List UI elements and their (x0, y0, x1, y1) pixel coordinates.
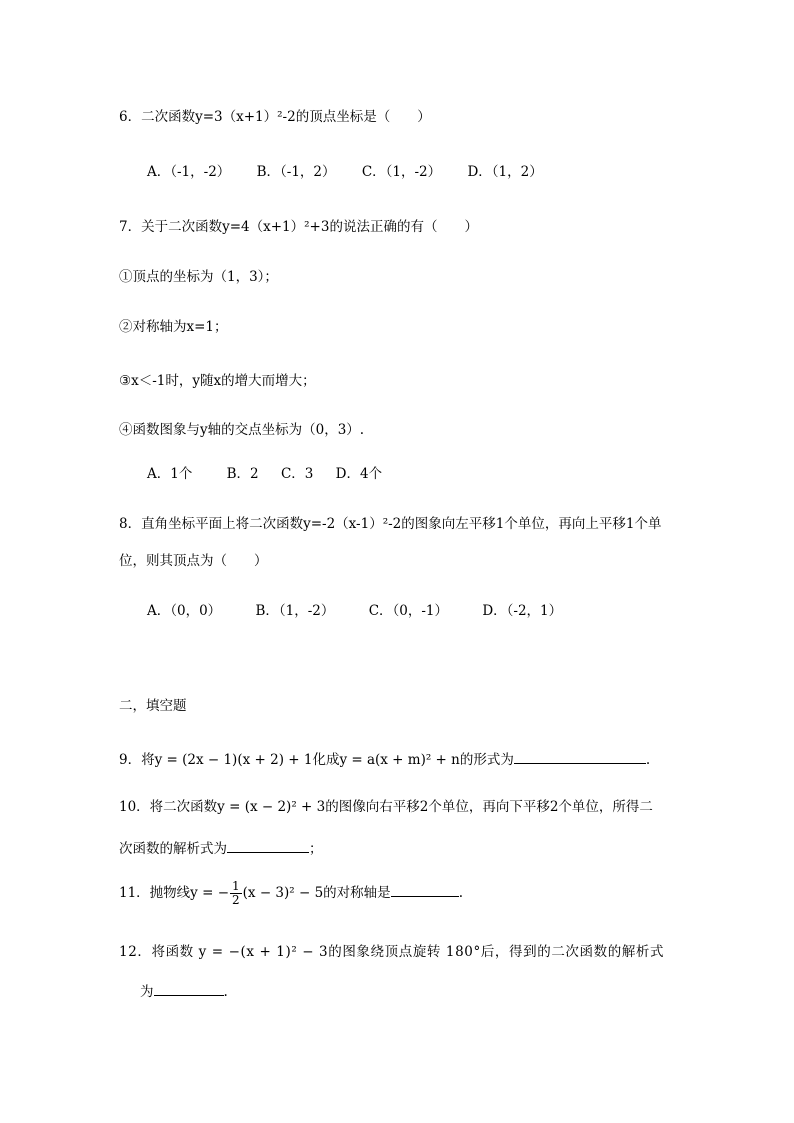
option-b: B．2 (226, 466, 259, 482)
option-b: B．（-1，2） (256, 164, 336, 180)
option-d: D．4个 (335, 466, 383, 482)
question-8-stem-line2: 位，则其顶点为（ ） (119, 553, 268, 569)
option-d: D．（1，2） (467, 164, 543, 180)
question-12-line2 (140, 983, 228, 1000)
question-11-suffix: (x − 3)² − 5的对称轴是 (242, 885, 391, 902)
question-10-line2 (119, 840, 323, 857)
question-6-stem: 6．二次函数y=3（x+1）²-2的顶点坐标是（ ） (119, 109, 431, 125)
question-12-line1: 12．将函数 y = −(x + 1)² − 3的图象绕顶点旋转 180°后，得到的二次函数的解析式 (119, 944, 665, 960)
fraction (230, 880, 242, 907)
question-7-stem: 7．关于二次函数y=4（x+1）²+3的说法正确的有（ ） (119, 219, 478, 235)
question-7-item-3: ③x＜-1时，y随x的增大而增大； (119, 373, 316, 389)
question-9-end: . (645, 752, 651, 768)
answer-blank[interactable] (154, 983, 224, 996)
question-7-item-2: ②对称轴为x=1； (119, 319, 228, 335)
section-title: 二，填空题 (119, 698, 187, 714)
question-12-end: . (223, 984, 228, 1000)
question-11-end: . (458, 885, 463, 902)
question-11 (119, 880, 463, 907)
question-12-text: 为 (140, 984, 154, 1000)
question-10-line1: 10．将二次函数y = (x − 2)² + 3的图像向右平移2个单位，再向下平移2个单位，所得二 (119, 799, 653, 815)
question-7-options (147, 468, 404, 482)
option-a: A．1个 (147, 466, 193, 482)
question-10-end: ； (309, 841, 323, 857)
option-a: A．（-1，-2） (147, 164, 231, 180)
fraction-numerator: 1 (232, 879, 240, 893)
answer-blank[interactable] (514, 751, 646, 764)
option-b: B．（1，-2） (255, 603, 335, 619)
option-d: D．（-2，1） (482, 603, 563, 619)
question-8-stem-line1: 8．直角坐标平面上将二次函数y=-2（x-1）²-2的图象向左平移1个单位，再向上平移1个单 (119, 516, 662, 532)
question-9-text: 9．将y = (2x − 1)(x + 2) + 1化成y = a(x + m)² + n的形式为 (119, 752, 514, 768)
question-11-prefix: 11．抛物线y = − (119, 885, 230, 902)
option-c: C．3 (280, 466, 314, 482)
option-c: C．（1，-2） (361, 164, 442, 180)
question-9 (119, 751, 650, 768)
answer-blank[interactable] (227, 840, 309, 853)
question-10-text: 次函数的解析式为 (119, 841, 227, 857)
option-c: C．（0，-1） (368, 603, 449, 619)
answer-blank[interactable] (391, 884, 459, 897)
question-7-item-1: ①顶点的坐标为（1，3）； (119, 269, 278, 285)
question-8-options (147, 605, 584, 619)
fraction-denominator: 2 (232, 893, 240, 908)
option-a: A．（0，0） (147, 603, 222, 619)
question-6-options (147, 166, 565, 180)
question-7-item-4: ④函数图象与y轴的交点坐标为（0，3）. (119, 422, 365, 438)
